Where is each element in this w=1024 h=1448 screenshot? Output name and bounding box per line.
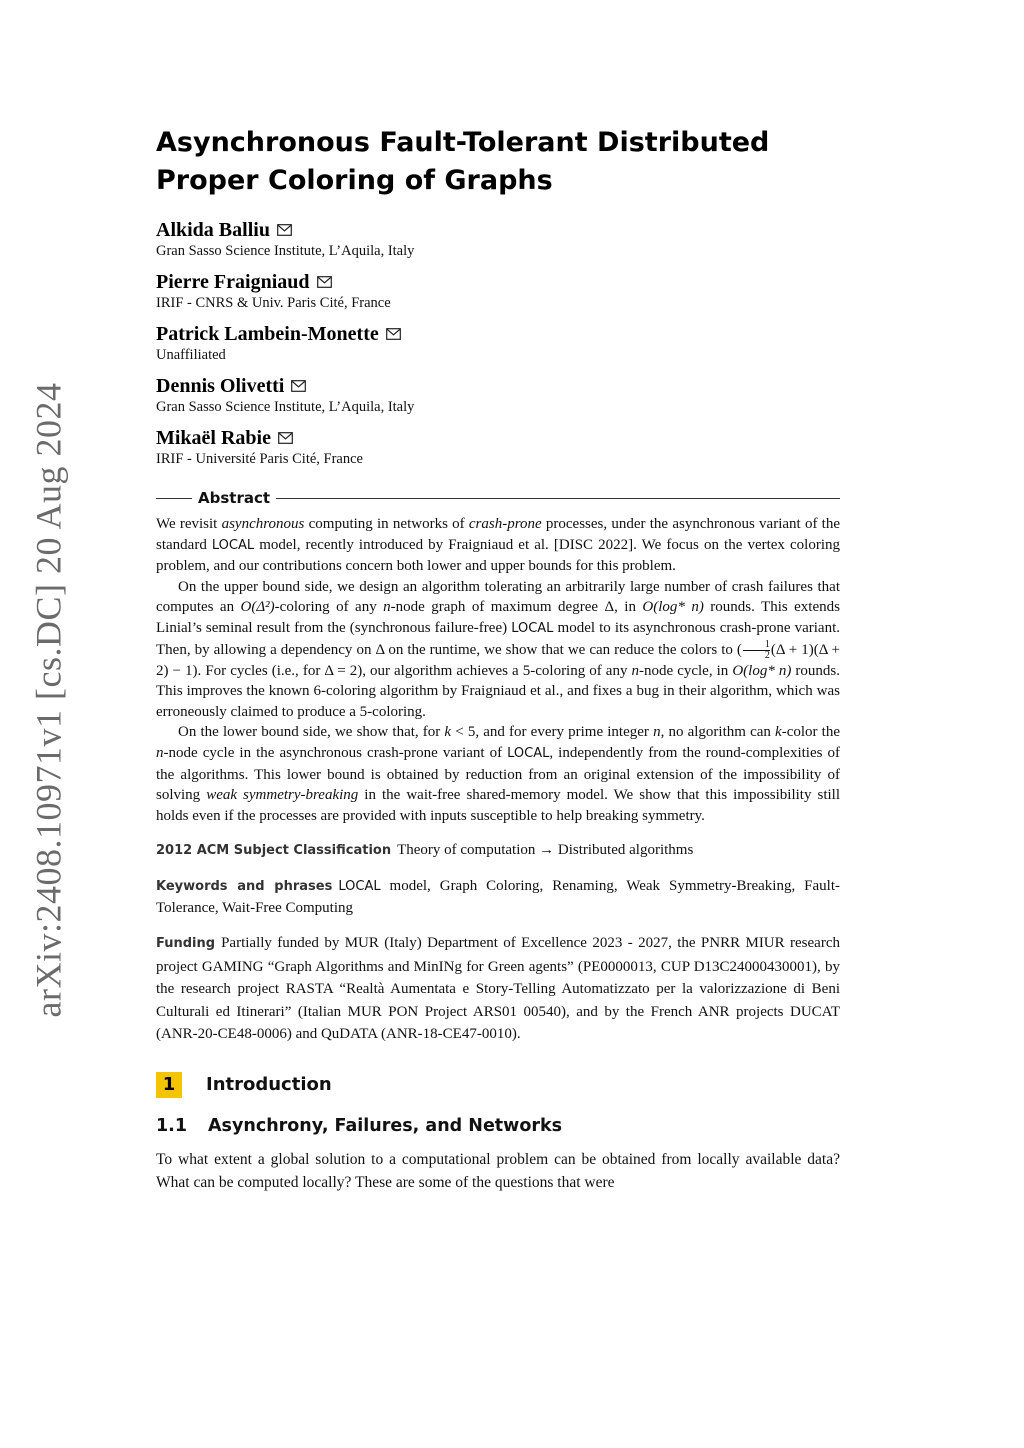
- email-icon[interactable]: [317, 276, 332, 288]
- author-list: [156, 218, 840, 469]
- intro-paragraph: To what extent a global solution to a computational problem can be obtained from locally available data? What can be computed locally? These are some of the questions that were: [156, 1150, 840, 1191]
- funding-label: Funding: [156, 936, 216, 952]
- paper-title: Asynchronous Fault-Tolerant Distributed Proper Coloring of Graphs: [156, 127, 770, 196]
- funding-text: Partially funded by MUR (Italy) Department of Excellence 2023 - 2027, the PNRR MIUR research project GAMING “Graph Algorithms and MinINg for Green agents” (PE0000013, CUP D13C24000430001), by the research project RASTA “Realtà Aumentata e Story-Telling Automatizzato per la valorizzazione di Beni Culturali ed Itinerari” (Italian MUR PON Project ARS01 00540), and by the French ANR projects DUCAT (ANR-20-CE48-0006) and QuDATA (ANR-18-CE47-0010).: [156, 935, 840, 1043]
- funding: [156, 932, 840, 1046]
- email-icon[interactable]: [291, 380, 306, 392]
- keywords-label: Keywords and phrases: [156, 878, 333, 894]
- acm-label: 2012 ACM Subject Classification: [156, 843, 392, 859]
- abstract-heading: [156, 489, 840, 507]
- paper-page: [156, 124, 840, 1194]
- author-name: Patrick Lambein-Monette: [156, 323, 379, 345]
- email-icon[interactable]: [386, 328, 401, 340]
- author-affiliation: Gran Sasso Science Institute, L’Aquila, Italy: [156, 399, 415, 415]
- author-affiliation: Gran Sasso Science Institute, L’Aquila, Italy: [156, 243, 415, 259]
- abstract-paragraph: On the upper bound side, we design an algorithm tolerating an arbitrarily large number of crash failures that computes an O(Δ²)-coloring of any n-node graph of maximum degree Δ, in O(log* n) rounds. This extends Linial’s seminal result from the (synchronous failure-free) LOCAL model to its asynchronous crash-prone variant. Then, by allowing a dependency on Δ on the runtime, we show that we can reduce the colors to ( $\frac{1}{2}$ (Δ + 1)(Δ + 2) − 1). For cycles (i.e., for Δ = 2), our algorithm achieves a 5-coloring of any n-node cycle, in O(log* n) rounds. This improves the known 6-coloring algorithm by Fraigniaud et al., and fixes a bug in their algorithm, which was erroneously claimed to produce a 5-coloring.: [156, 578, 840, 720]
- keywords-text: model, Graph Coloring, Renaming, Weak Symmetry-Breaking, Fault-Tolerance, Wait-Free Computing: [156, 877, 841, 916]
- subsection-number: 1.1: [156, 1115, 188, 1136]
- author-block: [156, 270, 840, 313]
- rule: [276, 498, 840, 499]
- acm-text: Theory of computation → Distributed algorithms: [397, 842, 694, 859]
- keywords: Keywords and phrases LOCAL model, Graph Coloring, Renaming, Weak Symmetry-Breaking, Fault-Tolerance, Wait-Free Computing: [156, 877, 841, 916]
- section-heading: [156, 1072, 840, 1098]
- section-number-badge: 1: [156, 1072, 182, 1098]
- arxiv-identifier: arXiv:2408.10971v1 [cs.DC] 20 Aug 2024: [28, 382, 68, 1018]
- abstract-paragraph: On the lower bound side, we show that, for k < 5, and for every prime integer n, no algorithm can k-color the n-node cycle in the asynchronous crash-prone variant of LOCAL, independently from the round-complexities of the algorithms. This lower bound is obtained by reduction from an original extension of the impossibility of solving weak symmetry-breaking in the wait-free shared-memory model. We show that this impossibility still holds even if the processes are provided with inputs susceptible to help breaking symmetry.: [156, 724, 840, 824]
- author-name: Mikaël Rabie: [156, 427, 271, 449]
- author-block: [156, 322, 840, 365]
- fraction: $\frac{1}{2}$: [743, 640, 770, 661]
- arxiv-side-label: [18, 340, 78, 1060]
- abstract-body: [156, 514, 840, 826]
- subsection-heading: [156, 1116, 840, 1136]
- acm-classification: [156, 840, 840, 862]
- rule: [156, 498, 192, 499]
- subsection-title: Asynchrony, Failures, and Networks: [208, 1115, 563, 1136]
- abstract-label: Abstract: [198, 489, 271, 507]
- section-title: Introduction: [206, 1074, 332, 1096]
- author-affiliation: Unaffiliated: [156, 347, 226, 363]
- author-block: [156, 218, 840, 261]
- author-name: Dennis Olivetti: [156, 375, 285, 397]
- author-name: Alkida Balliu: [156, 219, 270, 241]
- email-icon[interactable]: [278, 432, 293, 444]
- email-icon[interactable]: [277, 224, 292, 236]
- author-affiliation: IRIF - CNRS & Univ. Paris Cité, France: [156, 295, 391, 311]
- author-affiliation: IRIF - Université Paris Cité, France: [156, 451, 363, 467]
- author-block: [156, 426, 840, 469]
- author-block: [156, 374, 840, 417]
- author-name: Pierre Fraigniaud: [156, 271, 310, 293]
- abstract-paragraph: We revisit asynchronous computing in networks of crash-prone processes, under the asynchronous variant of the standard LOCAL model, recently introduced by Fraigniaud et al. [DISC 2022]. We focus on the vertex coloring problem, and our contributions concern both lower and upper bounds for this problem.: [156, 516, 840, 575]
